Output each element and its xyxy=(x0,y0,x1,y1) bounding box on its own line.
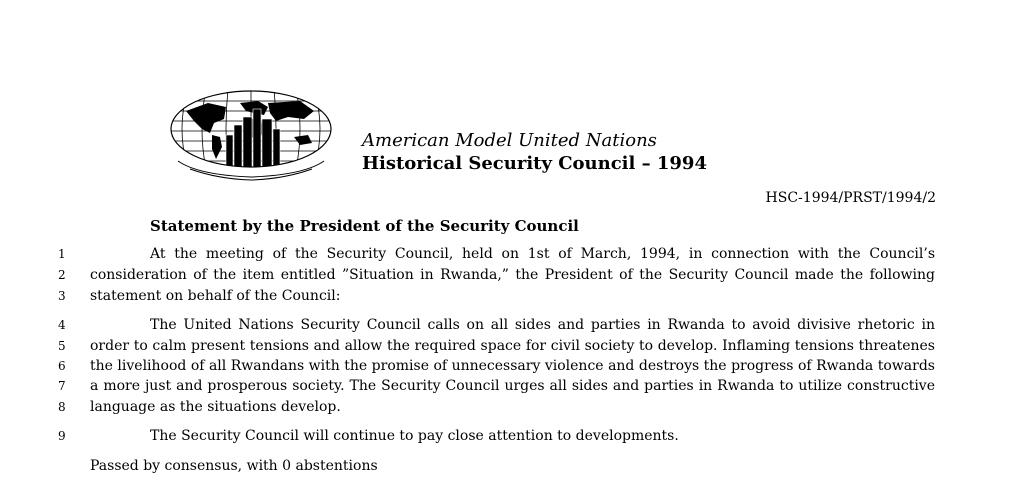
organization-name: American Model United Nations xyxy=(362,130,657,151)
amun-globe-logo xyxy=(168,89,334,181)
paragraph-line: statement on behalf of the Council: xyxy=(90,288,341,304)
paragraph-line: language as the situations develop. xyxy=(90,399,341,415)
line-number: 7 xyxy=(58,379,66,393)
line-number: 3 xyxy=(58,289,66,303)
statement-title: Statement by the President of the Security Council xyxy=(150,217,579,235)
council-name: Historical Security Council – 1994 xyxy=(362,153,707,174)
paragraph-line: a more just and prosperous society. The Security Council urges all sides and parties in Rwanda to utilize constructive xyxy=(90,378,935,394)
line-number: 1 xyxy=(58,247,66,261)
paragraph-line: consideration of the item entitled ”Situation in Rwanda,” the President of the Security Council made the following xyxy=(90,267,935,283)
line-number: 9 xyxy=(58,429,66,443)
document-reference: HSC-1994/PRST/1994/2 xyxy=(765,190,936,206)
paragraph-line: order to calm present tensions and allow the required space for civil society to develop. Inflaming tensions threatenes xyxy=(90,338,935,354)
passed-statement: Passed by consensus, with 0 abstentions xyxy=(90,458,378,474)
paragraph-line: At the meeting of the Security Council, held on 1st of March, 1994, in connection with the Council’s xyxy=(150,246,935,262)
paragraph-line: The United Nations Security Council calls on all sides and parties in Rwanda to avoid divisive rhetoric in xyxy=(150,317,935,333)
line-number: 5 xyxy=(58,339,66,353)
paragraph-line: the livelihood of all Rwandans with the promise of unnecessary violence and destroys the progress of Rwanda towards xyxy=(90,358,935,374)
paragraph-line: The Security Council will continue to pay close attention to developments. xyxy=(150,428,679,444)
line-number: 6 xyxy=(58,359,66,373)
line-number: 2 xyxy=(58,268,66,282)
line-number: 8 xyxy=(58,400,66,414)
line-number: 4 xyxy=(58,318,66,332)
